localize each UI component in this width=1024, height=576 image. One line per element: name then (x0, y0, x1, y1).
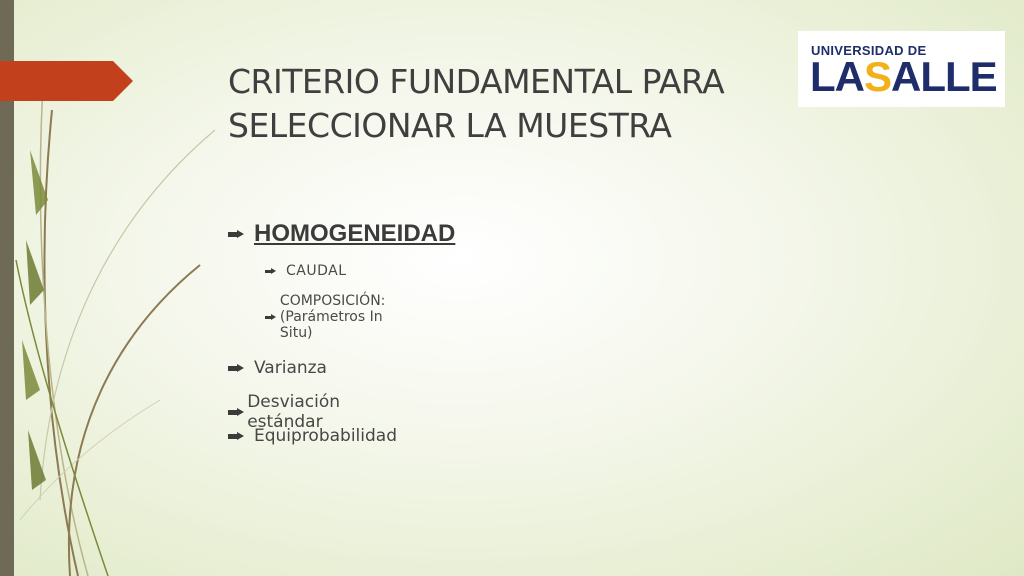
logo-main-text (810, 53, 997, 101)
bullet-heading: HOMOGENEIDAD (254, 220, 456, 247)
logo-top-text: UNIVERSIDAD DE (811, 43, 927, 58)
arrow-bullet-icon (228, 408, 237, 417)
sub-bullet-label: COMPOSICIÓN: (Parámetros In Situ) (279, 293, 386, 341)
arrow-bullet-icon (228, 432, 244, 441)
title-accent-arrow (0, 61, 133, 101)
arrow-bullet-icon (228, 230, 244, 239)
sub-bullet-composicion (265, 293, 391, 341)
arrow-bullet-icon (228, 364, 244, 373)
sub-bullet-caudal (265, 263, 347, 279)
logo-main-accent: S (864, 53, 892, 100)
title-line-2: SELECCIONAR LA MUESTRA (228, 106, 672, 145)
arrow-bullet-icon (265, 268, 276, 275)
logo-main-post: ALLE (891, 53, 997, 100)
bullet-label: Desviación estándar (247, 392, 341, 432)
arrow-bullet-icon (265, 314, 270, 321)
bullet-label: Varianza (254, 358, 327, 378)
sub-bullet-label: CAUDAL (286, 263, 347, 279)
logo-main-pre: LA (810, 53, 864, 100)
slide-title (228, 60, 808, 148)
bullet-label: Equiprobabilidad (254, 426, 398, 446)
bullet-varianza (228, 358, 327, 378)
bullet-homogeneidad (228, 220, 455, 248)
bullet-equiprobabilidad (228, 426, 397, 446)
title-line-1: CRITERIO FUNDAMENTAL PARA (228, 62, 725, 101)
university-logo (798, 31, 1005, 107)
